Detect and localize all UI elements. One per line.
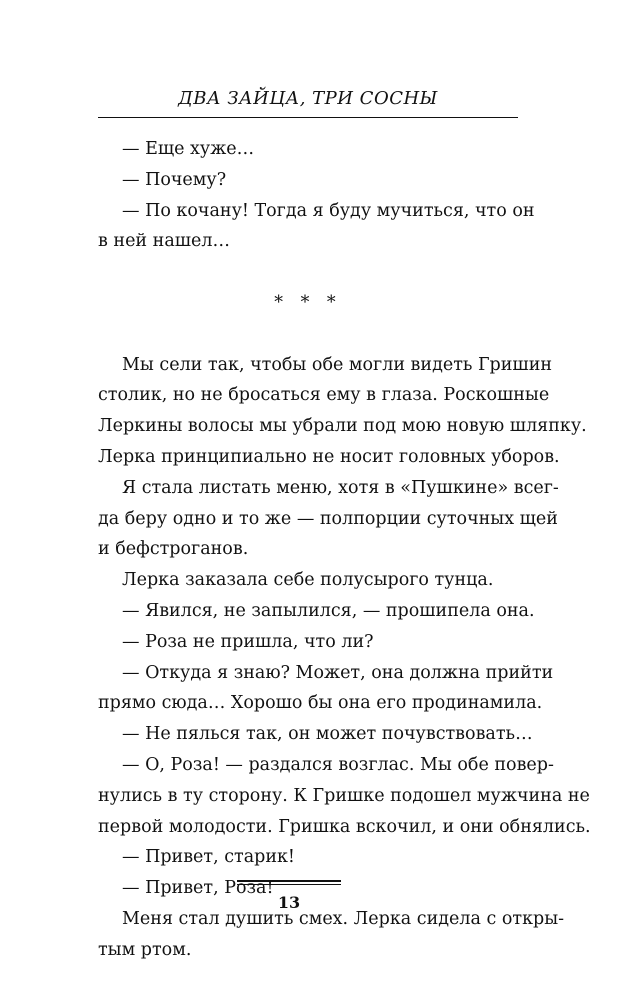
text-line: и бефстроганов. xyxy=(98,539,249,560)
text-line: нулись в ту сторону. К Гришке подошел мужчина не xyxy=(98,785,590,806)
text-line: Лерка принципиально не носит головных уборов. xyxy=(98,446,560,467)
text-line: — По кочану! Тогда я буду мучиться, что он xyxy=(122,200,535,221)
text-line: — Еще хуже… xyxy=(122,139,255,159)
text-line: прямо сюда… Хорошо бы она его продинамила. xyxy=(98,693,543,714)
text-line: Мы сели так, чтобы обе могли видеть Гришин xyxy=(122,354,553,375)
text-line: Я стала листать меню, хотя в «Пушкине» всег- xyxy=(122,477,559,498)
blank-line xyxy=(98,319,518,350)
blank-line xyxy=(98,257,518,288)
page-number: 13 xyxy=(277,893,301,912)
text-line: тым ртом. xyxy=(98,939,192,960)
text-line: — О, Роза! — раздался возглас. Мы обе повер- xyxy=(122,754,554,775)
text-line: в ней нашел… xyxy=(98,231,231,252)
text-line: — Не пялься так, он может почувствовать… xyxy=(122,724,533,745)
text-line: Меня стал душить смех. Лерка сидела с откры- xyxy=(122,908,565,929)
text-line: — Привет, старик! xyxy=(122,847,295,868)
text-line: да беру одно и то же — полпорции суточных щей xyxy=(98,508,558,529)
header-rule xyxy=(98,117,518,118)
text-line: — Откуда я знаю? Может, она должна прийти xyxy=(122,662,554,683)
text-line: первой молодости. Гришка вскочил, и они обнялись. xyxy=(98,816,591,837)
text-line: столик, но не бросаться ему в глаза. Роскошные xyxy=(98,385,550,406)
section-break: * * * xyxy=(274,292,342,313)
body-text xyxy=(98,134,591,966)
text-line: Леркины волосы мы убрали под мою новую шляпку. xyxy=(98,416,587,437)
text-line: Лерка заказала себе полусырого тунца. xyxy=(122,570,494,591)
text-line: — Роза не пришла, что ли? xyxy=(122,631,374,652)
text-line: — Явился, не запылился, — прошипела она. xyxy=(122,600,535,621)
text-line: — Привет, Роза! xyxy=(122,878,274,899)
footer-rule xyxy=(237,880,341,885)
text-line: — Почему? xyxy=(122,169,227,190)
running-title: ДВА ЗАЙЦА, ТРИ СОСНЫ xyxy=(178,88,438,109)
